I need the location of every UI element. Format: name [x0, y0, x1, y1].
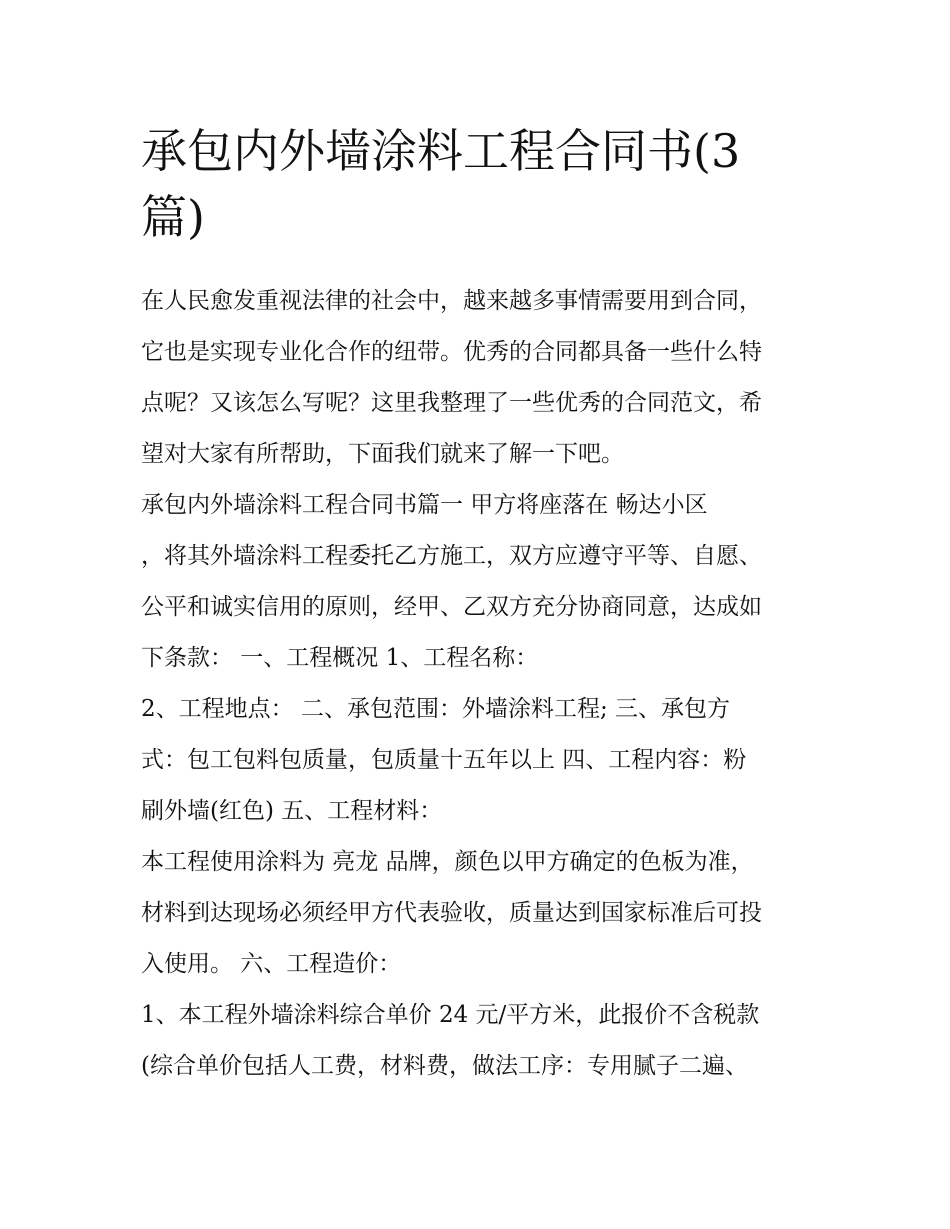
body-line: 材料到达现场必须经甲方代表验收，质量达到国家标准后可投 [141, 900, 762, 926]
body-line: 下条款： 一、工程概况 1、工程名称： [141, 645, 539, 671]
body-line: 它也是实现专业化合作的纽带。优秀的合同都具备一些什么特 [141, 339, 762, 365]
document-title [141, 118, 821, 250]
body-line: 承包内外墙涂料工程合同书篇一 甲方将座落在 畅达小区 [141, 492, 708, 518]
body-line: 点呢？又该怎么写呢？这里我整理了一些优秀的合同范文，希 [141, 390, 762, 416]
document-content [141, 118, 821, 1092]
body-line: 本工程使用涂料为 亮龙 品牌，颜色以甲方确定的色板为准， [141, 849, 754, 875]
body-line: 公平和诚实信用的原则，经甲、乙双方充分协商同意，达成如 [141, 594, 762, 620]
body-line: 式：包工包料包质量，包质量十五年以上 四、工程内容：粉 [141, 747, 747, 773]
body-line: 刷外墙(红色) 五、工程材料： [141, 798, 443, 824]
body-line: (综合单价包括人工费，材料费，做法工序：专用腻子二遍、 [141, 1053, 748, 1079]
body-line: ，将其外墙涂料工程委托乙方施工，双方应遵守平等、自愿、 [141, 543, 762, 569]
title-line: 承包内外墙涂料工程合同书(3 [141, 124, 741, 178]
body-line: 1、本工程外墙涂料综合单价 24 元/平方米，此报价不含税款 [141, 1002, 760, 1028]
document-body [141, 276, 821, 1092]
body-line: 望对大家有所帮助，下面我们就来了解一下吧。 [141, 441, 624, 467]
body-line: 入使用。 六、工程造价： [141, 951, 402, 977]
body-line: 2、工程地点： 二、承包范围：外墙涂料工程; 三、承包方 [141, 696, 731, 722]
body-line: 在人民愈发重视法律的社会中，越来越多事情需要用到合同， [141, 288, 762, 314]
title-line: 篇) [141, 190, 205, 244]
